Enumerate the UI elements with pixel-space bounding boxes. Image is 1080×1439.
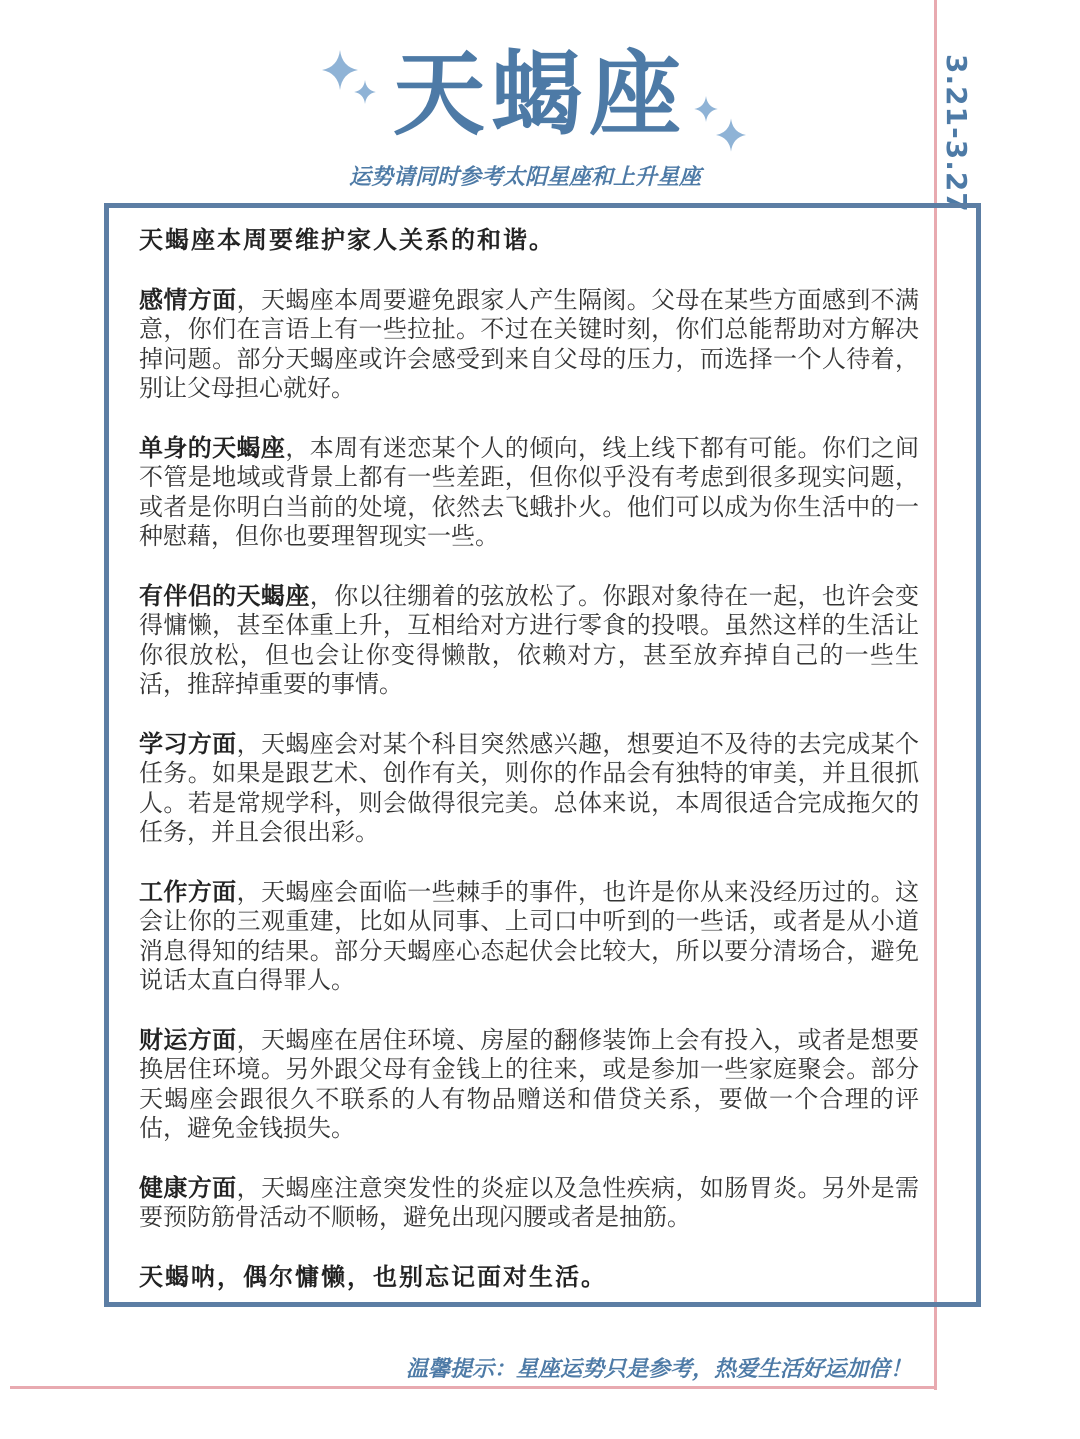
footer-tip: 温馨提示：星座运势只是参考，热爱生活好运加倍！ <box>405 1357 912 1382</box>
section-text: ，本周有迷恋某个人的倾向，线上线下都有可能。你们之间不管是地域或背景上都有一些差距，但你似乎没有考虑到很多现实问题，或者是你明白当前的处境，依然去飞蛾扑火。他们可以成为你生活中的一种慰藉，但你也要理智现实一些。 <box>139 433 920 550</box>
section-text: ，天蝎座会面临一些棘手的事件，也许是你从来没经历过的。这会让你的三观重建，比如从同事、上司口中听到的一些话，或者是从小道消息得知的结果。部分天蝎座心态起伏会比较大，所以要分清场合，避免说话太直白得罪人。 <box>139 877 920 994</box>
section-work <box>139 878 919 996</box>
section-text: ，天蝎座本周要避免跟家人产生隔阂。父母在某些方面感到不满意，你们在言语上有一些拉扯。不过在关键时刻，你们总能帮助对方解决掉问题。部分天蝎座或许会感受到来自父母的压力，而选择一个人待着，别让父母担心就好。 <box>139 285 920 402</box>
section-text: ，你以往绷着的弦放松了。你跟对象待在一起，也许会变得慵懒，甚至体重上升，互相给对方进行零食的投喂。虽然这样的生活让你很放松，但也会让你变得懒散，依赖对方，甚至放弃掉自己的一些生活，推辞掉重要的事情。 <box>139 581 920 698</box>
section-text: ，天蝎座会对某个科目突然感兴趣，想要迫不及待的去完成某个任务。如果是跟艺术、创作有关，则你的作品会有独特的审美，并且很抓人。若是常规学科，则会做得很完美。总体来说，本周很适合完成拖欠的任务，并且会很出彩。 <box>139 729 920 846</box>
page-title: 天蝎座 <box>392 41 687 148</box>
section-lead: 单身的天蝎座 <box>139 433 286 462</box>
section-lead: 有伴侣的天蝎座 <box>139 581 310 610</box>
section-lead: 工作方面 <box>139 877 237 906</box>
section-lead: 健康方面 <box>139 1173 237 1202</box>
content-box <box>104 203 981 1307</box>
headline: 天蝎座本周要维护家人关系的和谐。 <box>139 226 555 254</box>
section-study <box>139 730 919 848</box>
section-text: ，天蝎座在居住环境、房屋的翻修装饰上会有投入，或者是想要换居住环境。另外跟父母有金钱上的往来，或是参加一些家庭聚会。部分天蝎座会跟很久不联系的人有物品赠送和借贷关系，要做一个合理的评估，避免金钱损失。 <box>139 1025 920 1142</box>
page-subtitle: 运势请同时参考太阳星座和上升星座 <box>348 165 701 190</box>
section-partnered <box>139 582 919 700</box>
content-body <box>139 226 919 1292</box>
section-text: ，天蝎座注意突发性的炎症以及急性疾病，如肠胃炎。另外是需要预防筋骨活动不顺畅，避免出现闪腰或者是抽筋。 <box>139 1173 920 1231</box>
section-single <box>139 434 919 552</box>
pink-horizontal-line <box>10 1386 937 1389</box>
section-health <box>139 1174 919 1233</box>
closing-line: 天蝎呐，偶尔慵懒，也别忘记面对生活。 <box>139 1262 607 1291</box>
section-lead: 财运方面 <box>139 1025 237 1054</box>
section-love <box>139 286 919 404</box>
section-wealth <box>139 1026 919 1144</box>
section-lead: 感情方面 <box>139 285 237 314</box>
date-range: 3.21-3.27 <box>940 54 973 213</box>
section-lead: 学习方面 <box>139 729 237 758</box>
